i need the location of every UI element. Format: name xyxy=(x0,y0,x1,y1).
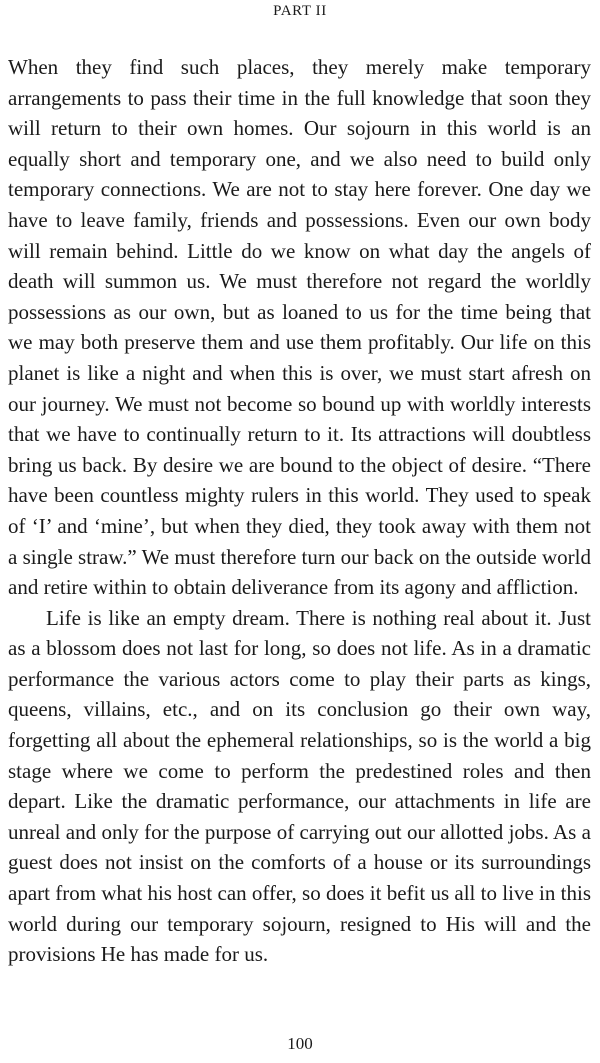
paragraph: When they find such places, they merely make temporary arrangements to pass their time in the full knowledge that soon they will return to their own homes. Our sojourn in this world is an equally short and temporary one, and we also need to build only temporary connections. We are not to stay here forever. One day we have to leave family, friends and possessions. Even our own body will remain behind. Little do we know on what day the angels of death will summon us. We must therefore not regard the worldly possessions as our own, but as loaned to us for the time being that we may both preserve them and use them profitably. Our life on this planet is like a night and when this is over, we must start afresh on our journey. We must not become so bound up with worldly interests that we have to continually return to it. Its attractions will doubtless bring us back. By desire we are bound to the object of desire. “There have been countless mighty rulers in this world. They used to speak of ‘I’ and ‘mine’, but when they died, they took away with them not a single straw.” We must therefore turn our back on the outside world and retire within to obtain deliverance from its agony and affliction. xyxy=(8,55,591,600)
body-text xyxy=(8,52,591,970)
page-number: 100 xyxy=(287,1034,313,1053)
paragraph: Life is like an empty dream. There is nothing real about it. Just as a blossom does not last for long, so does not life. As in a dramatic performance the various actors come to play their parts as kings, queens, villains, etc., and on its conclusion go their own way, forgetting all about the ephemeral relationships, so is the world a big stage where we come to perform the predestined roles and then depart. Like the dramatic performance, our attachments in life are unreal and only for the purpose of carrying out our allotted jobs. As a guest does not insist on the comforts of a house or its surroundings apart from what his host can offer, so does it befit us all to live in this world during our temporary sojourn, resigned to His will and the provisions He has made for us. xyxy=(8,605,591,967)
running-head: PART II xyxy=(273,3,327,19)
